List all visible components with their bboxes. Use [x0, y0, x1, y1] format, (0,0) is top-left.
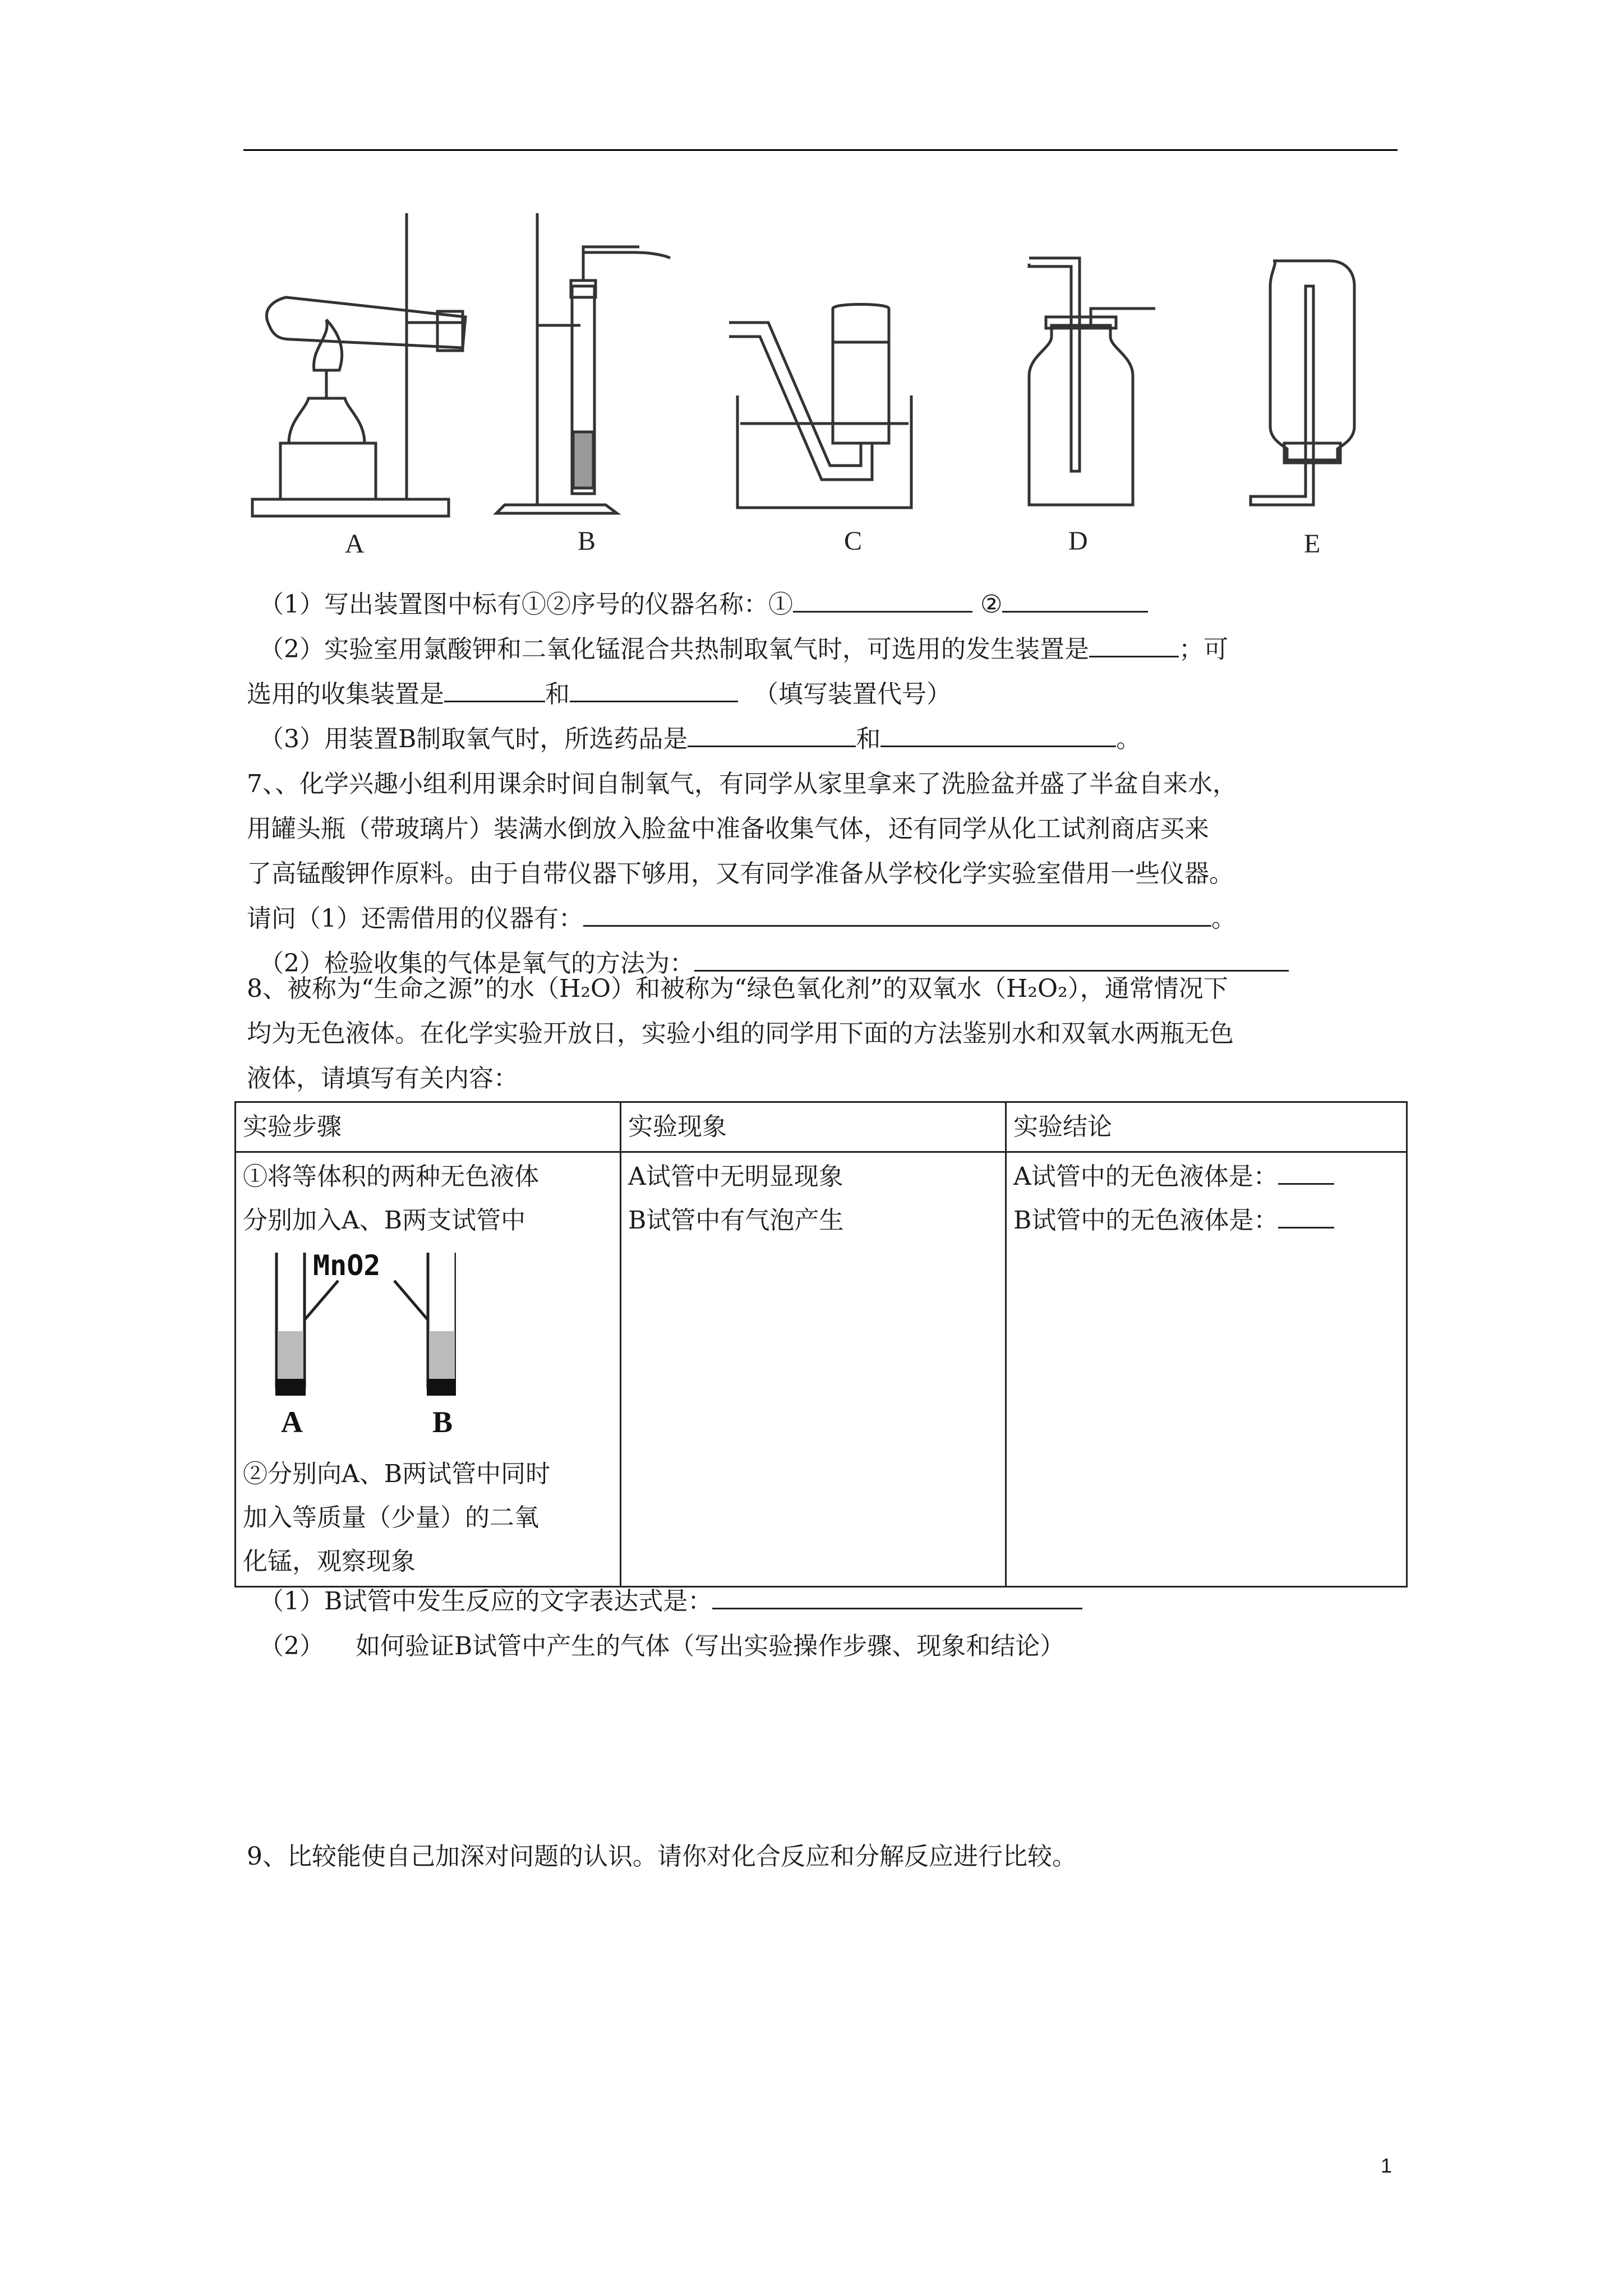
apparatus-b [496, 213, 670, 513]
q7-block [247, 762, 1402, 986]
blank-collector-1[interactable] [444, 676, 545, 702]
q7-line4-end: 。 [1211, 904, 1236, 933]
q8-sub1-text: （1）B试管中发生反应的文字表达式是： [259, 1587, 713, 1616]
blank-reagent-2[interactable] [880, 721, 1116, 747]
header-observations: 实验现象 [621, 1102, 1006, 1152]
q6-part1 [247, 582, 1402, 627]
blank-collector-2[interactable] [570, 676, 738, 702]
q6-part2-line2 [247, 672, 1402, 717]
q6-part2-line1 [247, 627, 1402, 672]
q7-line4 [247, 896, 1402, 941]
q8-sub1 [247, 1579, 1402, 1624]
q8-line2: 均为无色液体。在化学实验开放日，实验小组的同学用下面的方法鉴别水和双氧水两瓶无色 [247, 1019, 1234, 1048]
header-rule [243, 149, 1398, 151]
blank-generator[interactable] [1089, 631, 1179, 657]
q9-line1: 9、比较能使自己加深对问题的认识。请你对化合反应和分解反应进行比较。 [247, 1842, 1077, 1871]
step1-line1: ①将等体积的两种无色液体 [243, 1162, 539, 1191]
steps-cell [236, 1152, 621, 1587]
step2-line3: 化锰，观察现象 [243, 1547, 416, 1576]
apparatus-d [1029, 258, 1155, 505]
mno2-label: MnO2 [313, 1249, 381, 1282]
q6-part2-and: 和 [545, 680, 570, 708]
apparatus-c [729, 305, 911, 508]
q7-question2: （2）检验收集的气体是氧气的方法为： [259, 949, 694, 978]
step2-line1: ②分别向A、B两试管中同时 [243, 1460, 551, 1488]
q6-part2-line2-text: 选用的收集装置是 [247, 680, 444, 708]
step1-line2: 分别加入A、B两支试管中 [243, 1206, 526, 1235]
q8-block [247, 967, 1402, 1101]
blank-liquid-b[interactable] [1278, 1202, 1334, 1228]
conclusion-b-text: B试管中的无色液体是： [1013, 1206, 1279, 1235]
label-d: D [1068, 526, 1088, 556]
q8-sub2-text: 如何验证B试管中产生的气体（写出实验操作步骤、现象和结论） [355, 1632, 1065, 1660]
label-e: E [1304, 529, 1321, 559]
header-conclusions: 实验结论 [1006, 1102, 1407, 1152]
q6-part2-text: （2）实验室用氯酸钾和二氧化锰混合共热制取氧气时，可选用的发生装置是 [259, 635, 1089, 664]
q6-part3-and: 和 [856, 725, 881, 753]
blank-word-equation[interactable] [712, 1583, 1082, 1609]
q7-line2: 用罐头瓶（带玻璃片）装满水倒放入脸盆中准备收集气体，还有同学从化工试剂商店买来 [247, 815, 1209, 843]
blank-liquid-a[interactable] [1278, 1158, 1334, 1185]
apparatus-a [252, 213, 465, 516]
q6-part1-text: （1）写出装置图中标有①②序号的仪器名称：① [259, 590, 793, 619]
conclusion-a-text: A试管中的无色液体是： [1013, 1162, 1278, 1191]
tube-b-label: B [432, 1405, 453, 1439]
blank-borrowed-instruments[interactable] [583, 900, 1211, 927]
table-row [236, 1152, 1407, 1587]
q6-part3-text: （3）用装置B制取氧气时，所选药品是 [259, 725, 688, 753]
label-b: B [578, 526, 596, 556]
apparatus-figure [247, 202, 1413, 572]
apparatus-e [1251, 261, 1354, 505]
table-header-row [236, 1102, 1407, 1152]
q6-part3-end: 。 [1116, 725, 1141, 753]
q6-block [247, 582, 1402, 762]
q8-line3: 液体，请填写有关内容： [247, 1064, 518, 1093]
experiment-table [234, 1101, 1408, 1588]
step2-line2: 加入等质量（少量）的二氧 [243, 1503, 539, 1532]
page-number: 1 [1381, 2154, 1393, 2177]
conclusion-b [1013, 1199, 1399, 1243]
q8-sub2-num: （2） [259, 1632, 324, 1660]
conclusion-a [1013, 1155, 1399, 1199]
label-c: C [844, 526, 863, 556]
tube-a-label: A [281, 1405, 303, 1439]
q6-part1-mid: ② [980, 590, 1003, 619]
q6-part2-hint: （填写装置代号） [753, 680, 951, 708]
q6-part2-end: ；可 [1179, 635, 1228, 664]
q7-question1: 请问（1）还需借用的仪器有： [247, 904, 583, 933]
q9-block [247, 1834, 1402, 1879]
q6-part3 [247, 717, 1402, 762]
q8-line1: 8、被称为“生命之源”的水（H₂O）和被称为“绿色氧化剂”的双氧水（H₂O₂），通常情况下 [247, 974, 1228, 1003]
observation-b: B试管中有气泡产生 [628, 1206, 844, 1235]
q8-subquestions [247, 1579, 1402, 1669]
blank-instrument-2[interactable] [1002, 586, 1148, 613]
blank-reagent-1[interactable] [688, 721, 856, 747]
observations-cell [621, 1152, 1006, 1587]
blank-instrument-1[interactable] [793, 586, 972, 613]
header-steps: 实验步骤 [236, 1102, 621, 1152]
test-tubes-figure [265, 1247, 456, 1449]
q7-line1: 7、、化学兴趣小组利用课余时间自制氧气，有同学从家里拿来了洗脸盆并盛了半盆自来水， [247, 770, 1237, 798]
label-a: A [345, 529, 365, 559]
observation-a: A试管中无明显现象 [628, 1162, 843, 1191]
conclusions-cell [1006, 1152, 1407, 1587]
q8-sub2 [247, 1624, 1402, 1669]
q7-line3: 了高锰酸钾作原料。由于自带仪器下够用，又有同学准备从学校化学实验室借用一些仪器。 [247, 859, 1234, 888]
